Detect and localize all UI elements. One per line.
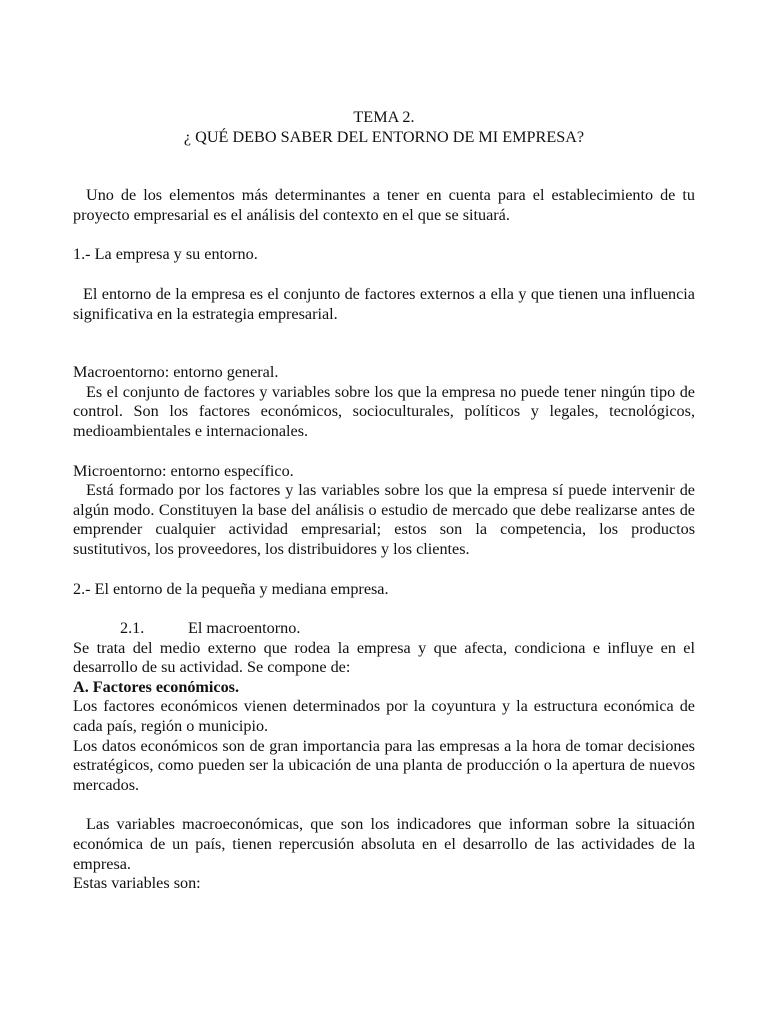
subsection-title: El macroentorno. <box>188 619 301 638</box>
spacer <box>73 560 695 580</box>
variables-list-intro: Estas variables son: <box>73 874 201 893</box>
spacer <box>73 795 695 815</box>
variables-paragraph: Las variables macroeconómicas, que son los indicadores que informan sobre la situación económica de un país, tienen repercusión absoluta en el desarrollo de las actividades de la empresa. <box>73 815 695 873</box>
spacer <box>73 599 695 619</box>
document-page <box>73 108 695 894</box>
subsection-heading <box>73 619 695 639</box>
spacer <box>73 147 695 186</box>
spacer <box>73 442 695 462</box>
micro-paragraph: Está formado por los factores y las variables sobre los que la empresa sí puede intervenir de algún modo. Constituyen la base del análisis o estudio de mercado que debe realizarse antes de emprender cualquier actividad empresarial; estos son la competencia, los productos sustitutivos, los proveedores, los distribuidores y los clientes. <box>73 481 695 558</box>
spacer <box>73 324 695 363</box>
section-1-heading: 1.- La empresa y su entorno. <box>73 245 258 264</box>
section-2-heading: 2.- El entorno de la pequeña y mediana empresa. <box>73 579 389 598</box>
section-1-paragraph: El entorno de la empresa es el conjunto de factores externos a ella y que tienen una influencia significativa en la estrategia empresarial. <box>73 284 695 323</box>
macro-heading: Macroentorno: entorno general. <box>73 363 279 382</box>
factor-heading: A. Factores económicos. <box>73 677 240 696</box>
micro-heading: Microentorno: entorno específico. <box>73 461 294 480</box>
page-title: ¿ QUÉ DEBO SABER DEL ENTORNO DE MI EMPRESA? <box>183 127 585 146</box>
subsection-number: 2.1. <box>120 619 145 638</box>
factor-paragraph-2: Los datos económicos son de gran importancia para las empresas a la hora de tomar decisiones estratégicos, como pueden ser la ubicación de una planta de producción o la apertura de nuevos mercados. <box>73 736 695 794</box>
spacer <box>73 225 695 245</box>
subsection-paragraph: Se trata del medio externo que rodea la empresa y que afecta, condiciona e influye en el desarrollo de su actividad. Se compone de: <box>73 638 695 677</box>
tema-label: TEMA 2. <box>353 108 415 126</box>
intro-paragraph: Uno de los elementos más determinantes a tener en cuenta para el establecimiento de tu proyecto empresarial es el análisis del contexto en el que se situará. <box>73 186 695 224</box>
macro-paragraph: Es el conjunto de factores y variables sobre los que la empresa no puede tener ningún tipo de control. Son los factores económicos, socioculturales, políticos y legales, tecnológicos, medioambientales e internacionales. <box>73 382 695 440</box>
spacer <box>73 265 695 285</box>
factor-paragraph-1: Los factores económicos vienen determinados por la coyuntura y la estructura económica de cada país, región o municipio. <box>73 697 695 736</box>
